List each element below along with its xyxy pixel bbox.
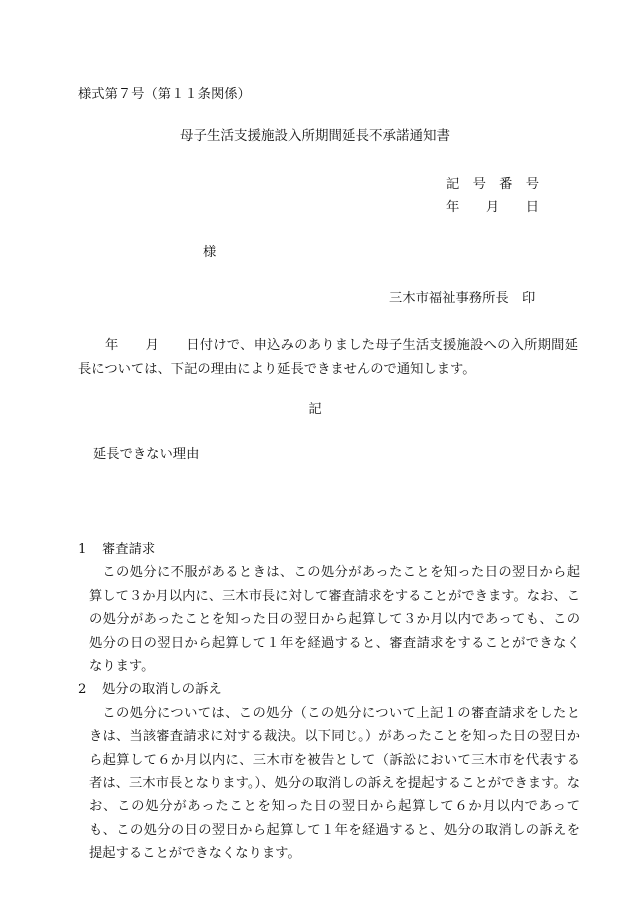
notice-heading xyxy=(78,678,580,701)
notice-heading-text: 処分の取消しの訴え xyxy=(102,682,222,698)
date-line: 年 月 日 xyxy=(446,200,540,215)
sender: 三木市福祉事務所長 印 xyxy=(389,291,536,306)
notice-heading xyxy=(78,538,580,561)
notice-item xyxy=(78,538,580,678)
reason-label: 延長できない理由 xyxy=(93,447,200,462)
notice-number: 1 xyxy=(78,542,87,557)
notice-body: この処分については、この処分（この処分について上記１の審査請求をしたときは、当該審査請求に対する裁決。以下同じ。）があったことを知った日の翌日から起算して６か月以内に、三木市を被告として（訴訟において三木市を代表する者は、三木市長となります。）、処分の取消しの訴えを提起することができます。なお、この処分があったことを知った日の翌日から起算して６か月以内であっても、この処分の日の翌日から起算して１年を経過すると、処分の取消しの訴えを提起することができなくなります。 xyxy=(89,705,580,862)
ki-heading: 記 xyxy=(308,402,322,417)
notice-section xyxy=(78,538,580,866)
notice-number: 2 xyxy=(78,682,87,698)
notice-heading-text: 審査請求 xyxy=(102,542,156,557)
form-number: 様式第７号（第１１条関係） xyxy=(78,87,251,102)
notice-body: この処分に不服があるときは、この処分があったことを知った日の翌日から起算して３か月以内に、三木市長に対して審査請求をすることができます。なお、この処分があったことを知った日の翌日から起算して３か月以内であっても、この処分の日の翌日から起算して１年を経過すると、審査請求をすることができなくなります。 xyxy=(89,565,580,675)
document-number-line: 記 号 番 号 xyxy=(446,177,540,192)
addressee: 様 xyxy=(203,245,217,260)
notice-item xyxy=(78,678,580,865)
body-paragraph: 年 月 日付けで、申込みのありました母子生活支援施設への入所期間延長については、下記の理由により延長できませんので通知します。 xyxy=(78,338,578,377)
document-title: 母子生活支援施設入所期間延長不承諾通知書 xyxy=(180,128,450,144)
